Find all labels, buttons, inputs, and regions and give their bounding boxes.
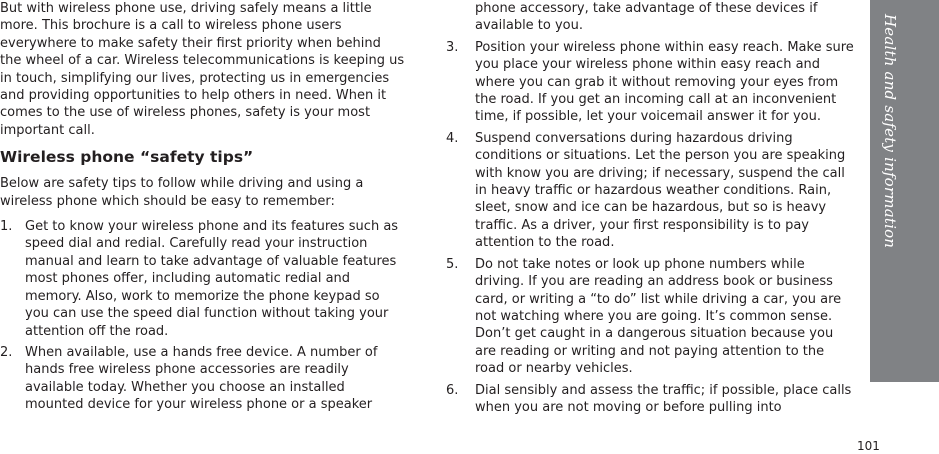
tip-number: 6. <box>446 382 459 398</box>
tip-item <box>446 130 854 252</box>
tip-number: 2. <box>0 344 13 360</box>
tip-number: 5. <box>446 256 459 272</box>
tip-text: When available, use a hands free device. A number of hands free wireless phone accessories are readily available today. Whether you choose an installed mounted device for your wireless phone or a speaker <box>25 344 378 413</box>
section-heading: Wireless phone “safety tips” <box>0 148 254 167</box>
tip-text: Do not take notes or look up phone numbers while driving. If you are reading an address book or business card, or writing a “to do” list while driving a car, you are not watching where you are going. It’s common sense. Don’t get caught in a dangerous situation because you are reading or writing and not paying attention to the road or nearby vehicles. <box>475 256 842 377</box>
side-tab-label-container <box>870 0 910 382</box>
intro-paragraph: But with wireless phone use, driving safely means a little more. This brochure is a call to wireless phone users everywhere to make safety their first priority when behind the wheel of a car. Wireless telecommunications is keeping us in touch, simplifying our lives, protecting us in emergencies and providing opportunities to help others in need. When it comes to the use of wireless phones, safety is your most important call. <box>0 1 405 138</box>
right-column <box>446 0 854 420</box>
tip-text: Position your wireless phone within easy reach. Make sure you place your wireless phone within easy reach and where you can grab it without removing your eyes from the road. If you get an incoming call at an inconvenient time, if possible, let your voicemail answer it for you. <box>475 39 854 125</box>
tip-number: 4. <box>446 130 459 146</box>
tip-text: Get to know your wireless phone and its features such as speed dial and redial. Carefully read your instruction manual and learn to take advantage of valuable features most phones offer, including automatic redial and memory. Also, work to memorize the phone keypad so you can use the speed dial function without taking your attention off the road. <box>25 219 399 339</box>
tips-list-left <box>0 218 406 413</box>
tip-item <box>446 256 854 378</box>
tip-number: 1. <box>0 219 13 235</box>
tip-text: Suspend conversations during hazardous driving conditions or situations. Let the person you are speaking with know you are driving; if necessary, suspend the call in heavy traffic or hazardous weather conditions. Rain, sleet, snow and ice can be hazardous, but so is heavy traffic. As a driver, your first responsibility is to pay attention to the road. <box>475 130 846 251</box>
page-number: 101 <box>857 439 880 453</box>
side-tab-label: Health and safety information <box>881 14 899 249</box>
tip-item <box>446 39 854 126</box>
tip-text: Dial sensibly and assess the traffic; if possible, place calls when you are not moving or before pulling into <box>475 382 852 415</box>
tip-item <box>0 218 406 340</box>
tip-item <box>0 344 406 414</box>
tip-number: 3. <box>446 39 459 55</box>
left-column <box>0 0 406 418</box>
lead-paragraph: Below are safety tips to follow while driving and using a wireless phone which should be easy to remember: <box>0 176 364 209</box>
tip-item <box>446 382 854 417</box>
continued-text: phone accessory, take advantage of these devices if available to you. <box>475 1 818 34</box>
tips-list-right <box>446 39 854 417</box>
